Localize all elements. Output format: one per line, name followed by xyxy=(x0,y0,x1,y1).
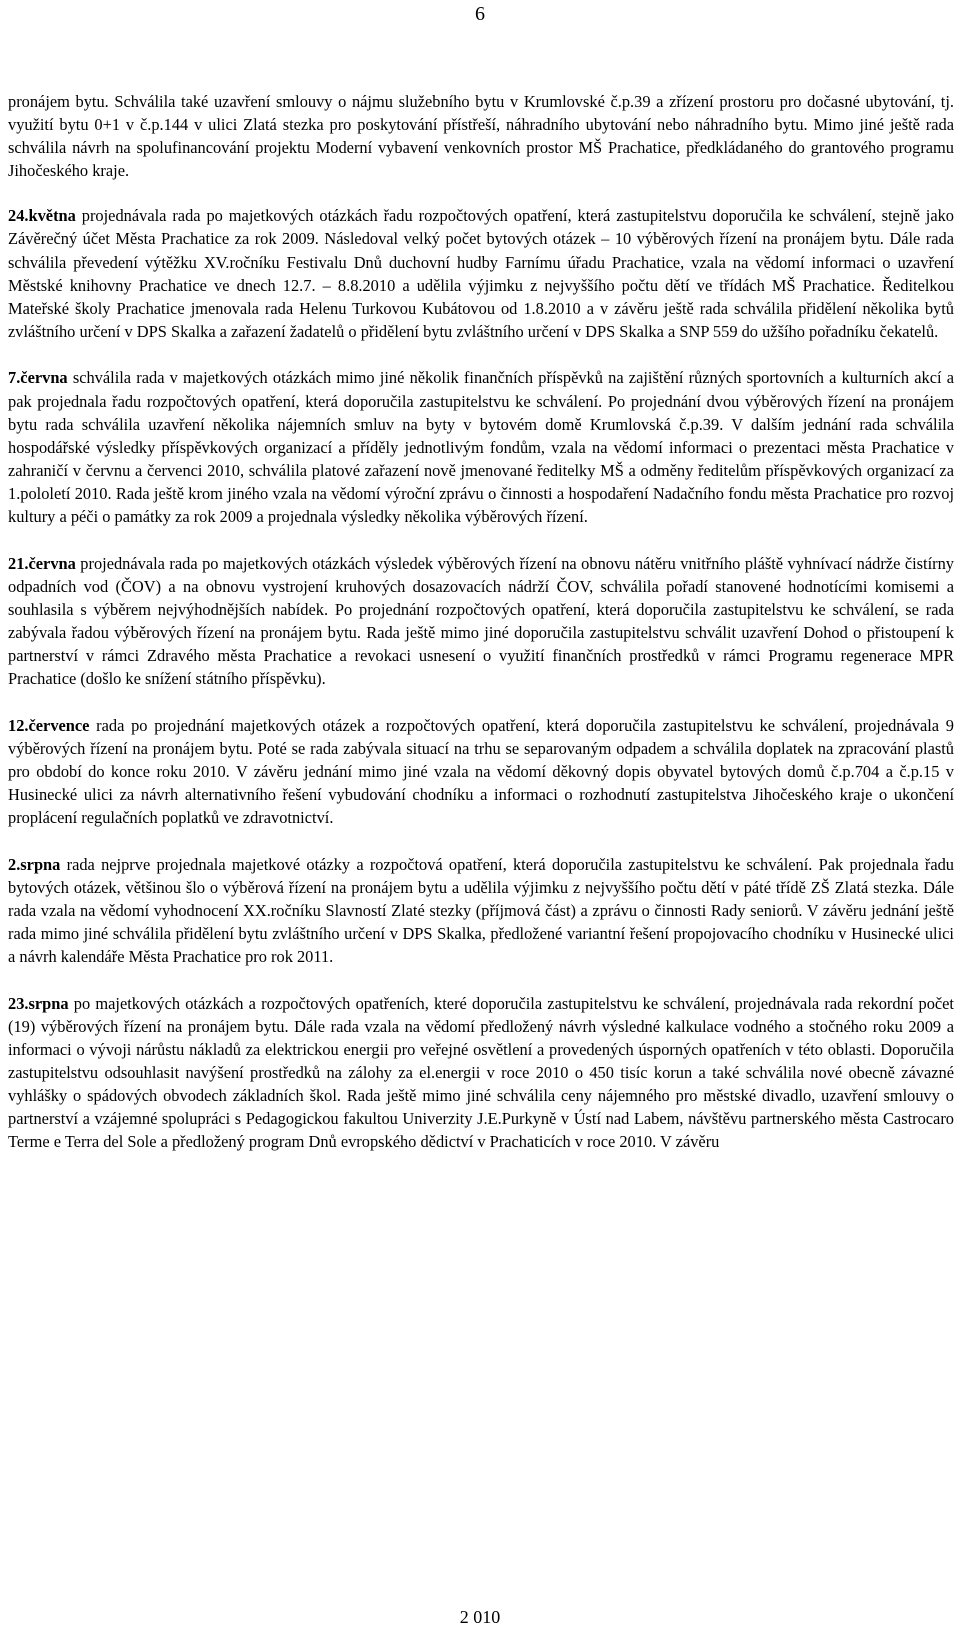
section-paragraph xyxy=(8,714,954,829)
page-footer: 2 010 xyxy=(459,1607,501,1627)
document-body xyxy=(8,90,954,1177)
section-text: po majetkových otázkách a rozpočtových opatřeních, které doporučila zastupitelstvu ke schválení, projednávala rada rekordní počet (19) výběrových řízení na pronájem bytu. Dále rada vzala na vědomí předložený návrh výsledné kalkulace vodného a stočného roku 2009 a informaci o vývoji nárůstu nákladů za elektrickou energii pro veřejné osvětlení a provedených úsporných opatřeních v této oblasti. Doporučila zastupitelstvu odsouhlasit navýšení prostředků na zálohy za el.energii v roce 2010 o 450 tisíc korun a také schválila nové obecně závazné vyhlášky o spádových obvodech základních škol. Rada ještě mimo jiné schválila ceny nájemného pro městské divadlo, uzavření smlouvy o partnerství a vzájemné spolupráci s Pedagogickou fakultou Univerzity J.E.Purkyně v Ústí nad Labem, návštěvu partnerského města Castrocaro Terme e Terra del Sole a předložený program Dnů evropského dědictví v Prachaticích v roce 2010. V závěru xyxy=(8,993,954,1152)
section-date: 23.srpna xyxy=(8,993,69,1013)
section-paragraph xyxy=(8,552,954,691)
section-paragraph xyxy=(8,853,954,968)
section-text: projednávala rada po majetkových otázkách výsledek výběrových řízení na obnovu nátěru vnitřního pláště vyhnívací nádrže čistírny odpadních vod (ČOV) a na obnovu vystrojení kruhových dosazovacích nádrží ČOV, schválila pořadí stanovené hodnotícími komisemi a souhlasila s výběrem nejvýhodnějších nabídek. Po projednání rozpočtových opatření, která doporučila zastupitelstvu ke schválení, se rada zabývala řadou výběrových řízení na pronájem bytu. Rada ještě mimo jiné doporučila zastupitelstvu schválit uzavření Dohod o přistoupení k partnerství v rámci Zdravého města Prachatice a revokaci usnesení o využití finančních prostředků v rámci Programu regenerace MPR Prachatice (došlo ke snížení státního příspěvku). xyxy=(8,553,954,689)
section-date: 2.srpna xyxy=(8,854,61,874)
section-text: schválila rada v majetkových otázkách mimo jiné několik finančních příspěvků na zajištění různých sportovních a kulturních akcí a pak projednala řadu rozpočtových opatření, která doporučila zastupitelstvu ke schválení. Po projednání dvou výběrových řízení na pronájem bytu rada schválila uzavření několika nájemních smluv na byty v bytovém domě Krumlovská č.p.39. V dalším jednání rada schválila hospodářské výsledky příspěvkových organizací a příděly jednotlivým fondům, vzala na vědomí informaci o prezentaci města Prachatice v zahraničí v červnu a červenci 2010, schválila platové zařazení nově jmenované ředitelky MŠ a odměny ředitelům příspěvkových organizací za 1.pololetí 2010. Rada ještě krom jiného vzala na vědomí výroční zprávu o činnosti a hospodaření Nadačního fondu města Prachatice pro rozvoj kultury a péči o památky za rok 2009 a projednala výsledky několika výběrových řízení. xyxy=(8,368,954,526)
section-date: 21.června xyxy=(8,553,76,573)
intro-paragraph: pronájem bytu. Schválila také uzavření smlouvy o nájmu služebního bytu v Krumlovské č.p.39 a zřízení prostoru pro dočasné ubytování, tj. využití bytu 0+1 v č.p.144 v ulici Zlatá stezka pro poskytování přístřeší, náhradního ubytování nebo náhradního bytu. Mimo jiné ještě rada schválila návrh na spolufinancování projektu Moderní vybavení venkovních prostor MŠ Prachatice, předkládaného do grantového programu Jihočeského kraje. xyxy=(8,92,954,181)
section-paragraph xyxy=(8,204,954,343)
section-paragraph xyxy=(8,992,954,1154)
section-text: rada po projednání majetkových otázek a rozpočtových opatření, která doporučila zastupitelstvu ke schválení, projednávala 9 výběrových řízení na pronájem bytu. Poté se rada zabývala situací na trhu se separovaným odpadem a schválila doplatek na zpracování plastů pro období do konce roku 2010. V závěru jednání mimo jiné vzala na vědomí děkovný dopis obyvatel bytových domů č.p.704 a č.p.15 v Husinecké ulici za návrh alternativního řešení vybudování chodníku a informaci o rozhodnutí zastupitelstva Jihočeského kraje o ukončení proplácení regulačních poplatků ve zdravotnictví. xyxy=(8,715,954,828)
section-text: projednávala rada po majetkových otázkách řadu rozpočtových opatření, která zastupitelstvu doporučila ke schválení, stejně jako Závěrečný účet Města Prachatice za rok 2009. Následoval velký počet bytových otázek – 10 výběrových řízení na pronájem bytu. Dále rada schválila převedení výtěžku XV.ročníku Festivalu Dnů duchovní hudby Farnímu úřadu Prachatice, vzala na vědomí informaci o uzavření Městské knihovny Prachatice ve dnech 12.7. – 8.8.2010 a udělila výjimku z nejvyššího počtu dětí ve třídách MŠ Prachatice. Ředitelkou Mateřské školy Prachatice jmenovala rada Helenu Turkovou Kubátovou od 1.8.2010 a v závěru ještě rada schválila přidělení několika bytů zvláštního určení v DPS Skalka a zařazení žadatelů o přidělení bytu zvláštního určení v DPS Skalka a SNP 559 do užšího pořadníku čekatelů. xyxy=(8,206,954,341)
section-date: 7.června xyxy=(8,368,68,388)
page-number: 6 xyxy=(475,3,485,25)
section-text: rada nejprve projednala majetkové otázky a rozpočtová opatření, která doporučila zastupitelstvu ke schválení. Pak projednala řadu bytových otázek, většinou šlo o výběrová řízení na pronájem bytu a udělila výjimku z nejvyššího počtu dětí v páté třídě ZŠ Zlatá stezka. Dále rada vzala na vědomí vyhodnocení XX.ročníku Slavností Zlaté stezky (příjmová část) a zprávu o činnosti Rady seniorů. V závěru jednání ještě rada mimo jiné schválila přidělení bytu zvláštního určení v DPS Skalka, předložené variantní řešení propojovacího chodníku v Husinecké ulici a návrh kalendáře Města Prachatice pro rok 2011. xyxy=(8,854,954,966)
section-date: 24.května xyxy=(8,206,76,226)
section-date: 12.července xyxy=(8,715,90,735)
section-paragraph xyxy=(8,366,954,528)
